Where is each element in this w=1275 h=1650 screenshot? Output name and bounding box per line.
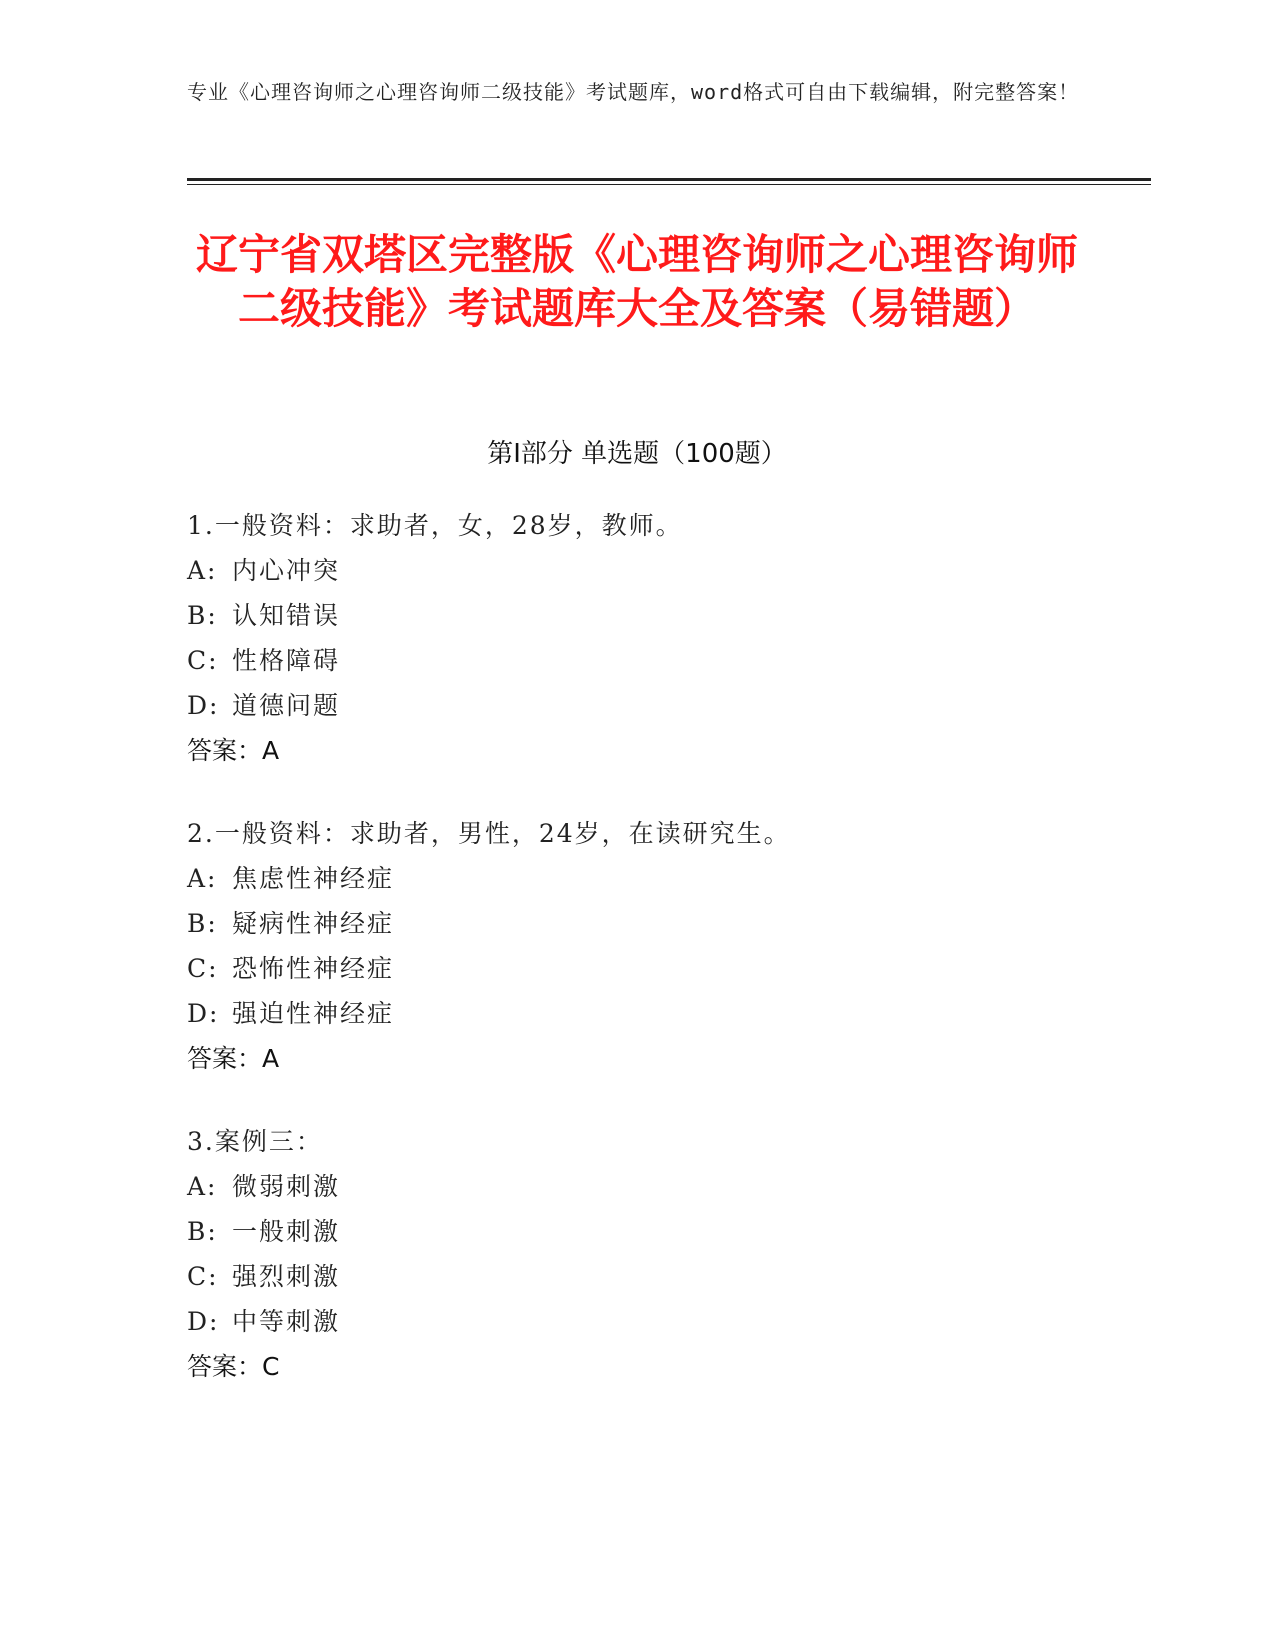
option-text: 强烈刺激 <box>232 1262 341 1291</box>
option-b <box>187 593 1087 638</box>
answer-line: 答案：C <box>187 1352 280 1381</box>
option-letter: D: <box>187 999 220 1028</box>
option-letter: A: <box>187 864 218 893</box>
option-letter: C: <box>187 646 219 675</box>
option-c <box>187 638 1087 683</box>
option-b <box>187 901 1087 946</box>
question-stem: 3.案例三： <box>187 1127 323 1156</box>
question-2 <box>187 811 1087 1081</box>
option-a <box>187 1164 1087 1209</box>
option-text: 道德问题 <box>232 691 341 720</box>
header-divider-thin <box>187 184 1151 185</box>
option-text: 焦虑性神经症 <box>232 864 395 893</box>
section-heading: 第Ⅰ部分 单选题（100题） <box>487 439 787 469</box>
option-letter: C: <box>187 954 219 983</box>
option-c <box>187 946 1087 991</box>
option-a <box>187 856 1087 901</box>
option-letter: C: <box>187 1262 219 1291</box>
option-text: 强迫性神经症 <box>232 999 395 1028</box>
option-c <box>187 1254 1087 1299</box>
option-letter: B: <box>187 909 218 938</box>
answer-line: 答案：A <box>187 736 280 765</box>
option-text: 中等刺激 <box>232 1307 341 1336</box>
option-text: 一般刺激 <box>232 1217 341 1246</box>
option-text: 恐怖性神经症 <box>232 954 395 983</box>
option-d <box>187 683 1087 728</box>
header-note: 专业《心理咨询师之心理咨询师二级技能》考试题库，word格式可自由下载编辑，附完整答案！ <box>187 80 1080 104</box>
option-b <box>187 1209 1087 1254</box>
option-text: 内心冲突 <box>232 556 341 585</box>
option-text: 性格障碍 <box>232 646 341 675</box>
question-stem: 2.一般资料：求助者，男性，24岁，在读研究生。 <box>187 819 791 848</box>
option-letter: B: <box>187 1217 218 1246</box>
question-stem: 1.一般资料：求助者，女，28岁，教师。 <box>187 511 683 540</box>
answer-line: 答案：A <box>187 1044 280 1073</box>
header-divider-thick <box>187 178 1151 181</box>
option-d <box>187 991 1087 1036</box>
question-1 <box>187 503 1087 773</box>
question-3 <box>187 1119 1087 1389</box>
option-letter: D: <box>187 1307 220 1336</box>
option-letter: A: <box>187 1172 218 1201</box>
document-title: 辽宁省双塔区完整版《心理咨询师之心理咨询师二级技能》考试题库大全及答案（易错题） <box>195 230 1078 333</box>
option-letter: A: <box>187 556 218 585</box>
option-d <box>187 1299 1087 1344</box>
option-text: 微弱刺激 <box>232 1172 341 1201</box>
option-letter: D: <box>187 691 220 720</box>
option-letter: B: <box>187 601 218 630</box>
option-text: 认知错误 <box>232 601 341 630</box>
option-a <box>187 548 1087 593</box>
option-text: 疑病性神经症 <box>232 909 395 938</box>
